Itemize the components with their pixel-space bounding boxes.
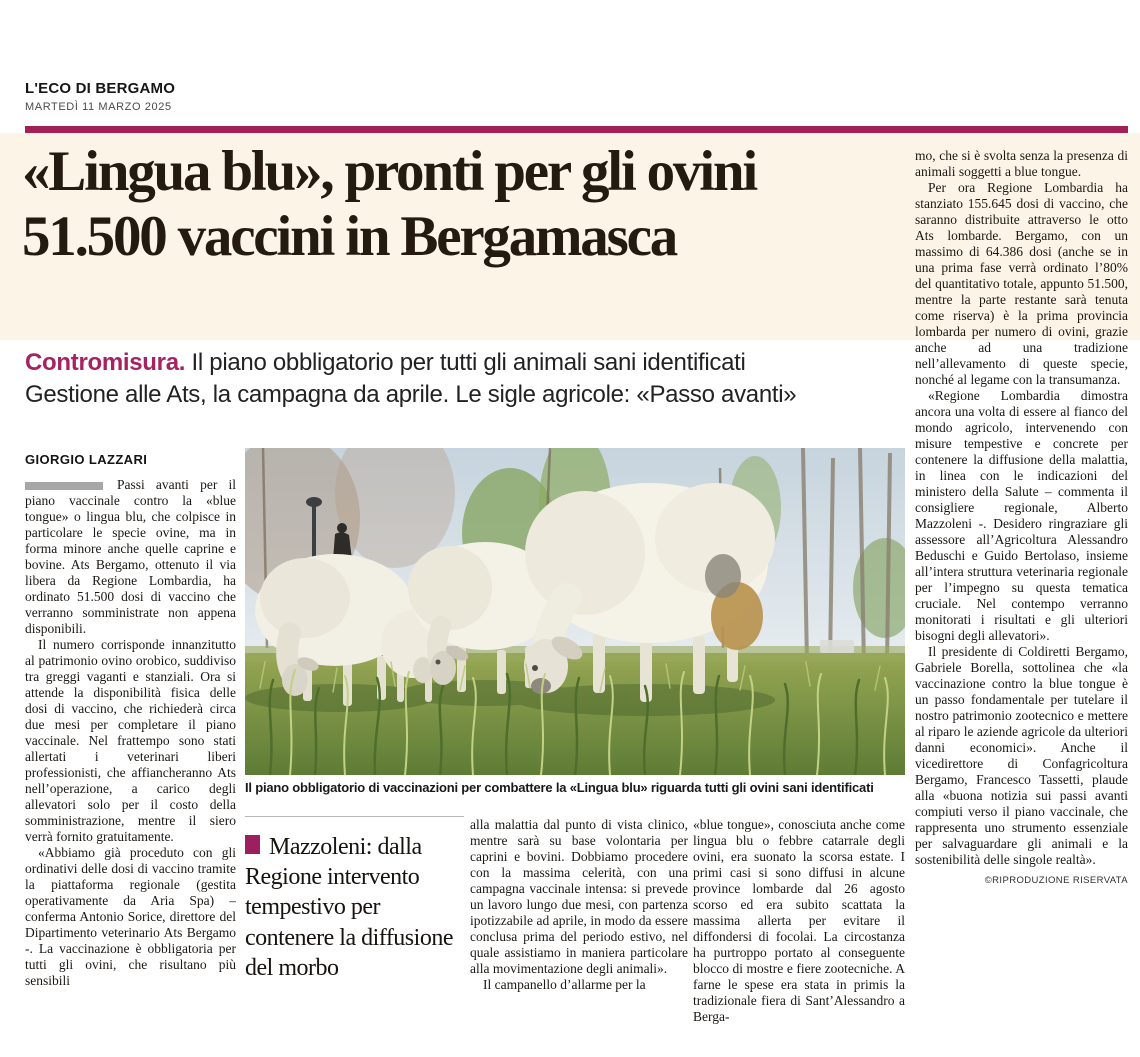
pull-quote-square-icon (245, 835, 260, 854)
article-headline (22, 140, 922, 270)
paragraph-text: Passi avanti per il piano vaccinale contro la «blue tongue» o lingua blu, che colpisce in particolare le specie ovine, ma in forma minore anche quelle caprine e bovine. Ats Bergamo, ottenuto il via libera da Regione Lombardia, ha ordinato 51.500 dosi di vaccino che verranno somministrate non appena disponibili. (25, 477, 236, 636)
headline-line-2: 51.500 vaccini in Bergamasca (22, 204, 676, 268)
accent-divider-bar (25, 126, 1128, 133)
article-column-1 (25, 477, 236, 1054)
sheep-photo-illustration (245, 448, 905, 775)
article-paragraph: Il numero corrisponde innanzitutto al patrimonio ovino orobico, suddiviso tra greggi vaganti e stanziali. Ora si attende la disponibilità fisica delle dosi di vaccino, che richiederà circa due mesi per completare il piano vaccinale. Nel frattempo sono stati allertati i veterinari liberi professionisti, che affiancheranno Ats nell’operazione, a carico degli allevatori solo per il costo della somministrazione, mentre il siero verrà fornito gratuitamente. (25, 637, 236, 844)
byline: GIORGIO LAZZARI (25, 452, 148, 467)
sheep-right-large (524, 483, 775, 702)
article-paragraph: Per ora Regione Lombardia ha stanziato 155.645 dosi di vaccino, che saranno distribuite attraverso le otto Ats lombarde. Bergamo, con un massimo di 64.386 dosi (anche se in una prima fase verrà ordinato l’80% del quantitativo totale, appunto 51.500, mentre la parte restante sarà tenuta come riserva) è la prima provincia lombarda per numero di ovini, grazie anche ad una tradizione nell’allevamento di queste specie, nonché al legame con la transumanza. (915, 180, 1128, 387)
pull-quote-text: Mazzoleni: dalla Regione intervento tempestivo per contenere la diffusione del morbo (245, 834, 453, 981)
article-paragraph: alla malattia dal punto di vista clinico, mentre sarà su base volontaria per caprini e bovini. Dobbiamo procedere con la massima celerità, con una campagna vaccinale intensa: si prevede un lavoro lungo due mesi, con partenza ipotizzabile ad aprile, in modo da essere conclusa prima del periodo estivo, nel quale assistiamo in maniera particolare alla movimentazione degli animali». (470, 817, 688, 976)
article-paragraph: «Abbiamo già proceduto con gli ordinativi delle dosi di vaccino tramite la piattaforma regionale (gestita operativamente da Aria Spa) – conferma Antonio Sorice, direttore del Dipartimento veterinario Ats Bergamo -. La vaccinazione è obbligatoria per tutti gli ovini, che risultano più sensibili (25, 845, 236, 988)
article-paragraph: Il campanello d’allarme per la (483, 977, 646, 992)
sheep-grazing-photo (245, 448, 905, 775)
article-paragraph: «Regione Lombardia dimostra ancora una volta di essere al fianco del mondo agricolo, intervenendo con misure tempestive e concrete per contenere la diffusione della malattia, in linea con le indicazioni del ministero della Salute – commenta il consigliere regionale, Alberto Mazzoleni -. Desidero ringraziare gli assessore all’Agricoltura Alessandro Beduschi e Guido Bertolaso, insieme all’intera struttura veterinaria regionale per l’impegno su questa tematica cruciale. Nel contempo verranno monitorati i risultati e gli ulteriori bisogni degli allevatori». (915, 388, 1128, 643)
article-paragraph: mo, che si è svolta senza la presenza di animali soggetti a blue tongue. (915, 148, 1128, 179)
kicker-label: Contromisura. (25, 349, 186, 376)
article-paragraph (25, 477, 236, 637)
article-column-4 (693, 817, 905, 1055)
article-column-5 (915, 148, 1128, 1054)
article-paragraph: Il presidente di Coldiretti Bergamo, Gabriele Borella, sottolinea che «la vaccinazione contro la blue tongue è un passo fondamentale per tutelare il nostro patrimonio zootecnico e mettere al riparo le aziende agricole da ulteriori danni economici». Anche il vicedirettore di Confagricoltura Bergamo, Francesco Tassetti, plaude alla «buona notizia sui passi avanti compiuti verso il piano vaccinale, che rappresenta uno strumento essenziale per salvaguardare gli animali e la sostenibilità delle singole realtà». (915, 644, 1128, 867)
article-kicker (25, 347, 915, 412)
kicker-text-line-1: Il piano obbligatorio per tutti gli animali sani identificati (191, 349, 746, 376)
kicker-text-line-2: Gestione alle Ats, la campagna da aprile. Le sigle agricole: «Passo avanti» (25, 381, 797, 409)
masthead-date: MARTEDÌ 11 MARZO 2025 (25, 101, 172, 113)
pull-quote (245, 816, 464, 983)
photo-caption: Il piano obbligatorio di vaccinazioni per combattere la «Lingua blu» riguarda tutti gli ovini sani identificati (245, 780, 874, 795)
headline-line-1: «Lingua blu», pronti per gli ovini (22, 140, 756, 203)
lede-placeholder-bar (25, 482, 103, 490)
article-paragraph: «blue tongue», conosciuta anche come lingua blu o febbre catarrale degli ovini, era suonato la scorsa estate. I primi casi si sono diffusi in alcune province lombarde dal 26 agosto scorso ed era subito scattata la massima allerta per evitare il diffondersi di focolai. La circostanza ha purtroppo portato al conseguente blocco di mostre e fiere zootecniche. A farne le spese era stata in primis la tradizionale fiera di Sant’Alessandro a Berga- (693, 817, 905, 1024)
masthead-title: L'ECO DI BERGAMO (25, 80, 176, 97)
copyright-notice: ©RIPRODUZIONE RISERVATA (984, 875, 1128, 886)
article-column-3 (470, 817, 688, 1055)
